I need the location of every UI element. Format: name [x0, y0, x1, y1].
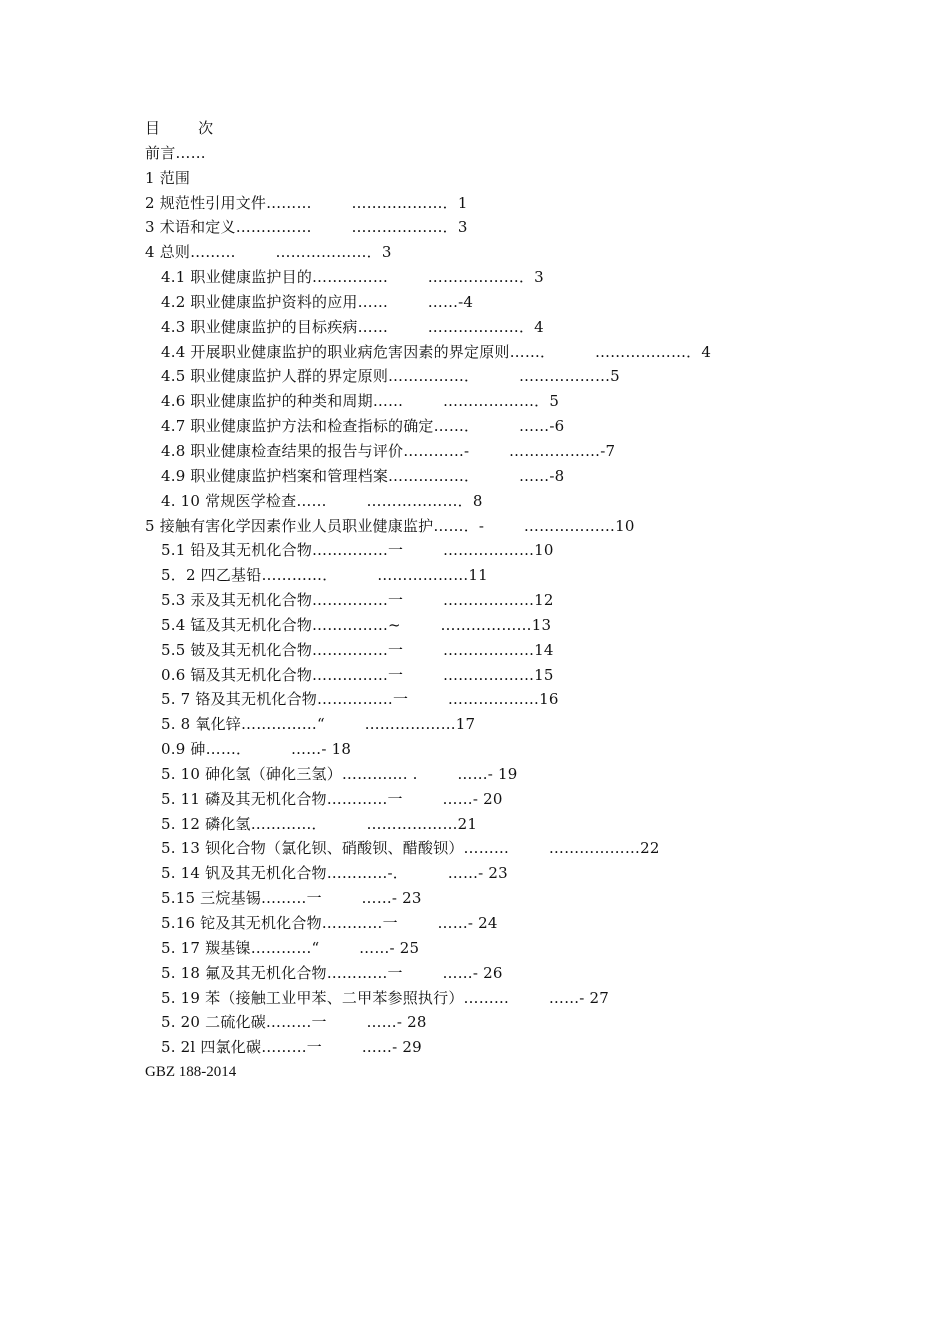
- toc-entry: 0.6 镉及其无机化合物……………一 ………………15: [161, 665, 554, 684]
- toc-entry: 5.15 三烷基锡………一 ……- 23: [161, 889, 422, 908]
- toc-entry: 5. 10 砷化氢（砷化三氢）…………. . ……- 19: [161, 764, 518, 783]
- toc-entry: 2 规范性引用文件……… ………………．1: [145, 193, 468, 212]
- toc-entry: 5.3 汞及其无机化合物……………一 ………………12: [161, 591, 554, 610]
- toc-entry: 5. 20 二硫化碳………一 ……- 28: [161, 1013, 427, 1032]
- toc-entry: 0.9 砷……． ……- 18: [161, 740, 352, 759]
- toc-entry: 4.7 职业健康监护方法和检查指标的确定……． ……-6: [161, 417, 565, 436]
- toc-title: 目 次: [145, 119, 214, 137]
- toc-entry: 5. 14 钒及其无机化合物…………-． ……- 23: [161, 864, 508, 883]
- toc-entry: 3 术语和定义…………… ………………．3: [145, 218, 468, 237]
- toc-entry: 4.2 职业健康监护资料的应用…… ……-4: [161, 292, 474, 311]
- toc-entry: 4.6 职业健康监护的种类和周期…… ………………．5: [161, 392, 560, 411]
- toc-entry: 5. 7 铬及其无机化合物……………一 ………………16: [161, 690, 559, 709]
- toc-entry: 4.4 开展职业健康监护的职业病危害因素的界定原则……． ………………．4: [161, 342, 712, 361]
- toc-entry: 5 接触有害化学因素作业人员职业健康监护……．- ………………10: [145, 516, 635, 535]
- toc-entry: 5．2 四乙基铅…………． ………………11: [161, 566, 488, 585]
- toc-entry: 5. 17 羰基镍…………“ ……- 25: [161, 938, 420, 957]
- toc-entry: 4.9 职业健康监护档案和管理档案……………． ……-8: [161, 466, 565, 485]
- toc-entry: 5.1 铅及其无机化合物……………一 ………………10: [161, 541, 554, 560]
- toc-entry: 5.16 铊及其无机化合物…………一 ……- 24: [161, 914, 498, 932]
- toc-entry: 前言……: [145, 143, 206, 162]
- toc-entry: 4.3 职业健康监护的目标疾病…… ………………．4: [161, 317, 544, 336]
- toc-entries: [145, 141, 905, 1060]
- toc-entry: 5. 2l 四氯化碳………一 ……- 29: [161, 1038, 422, 1057]
- toc-entry: 5. 18 氟及其无机化合物…………一 ……- 26: [161, 963, 503, 982]
- toc-entry: 5. 8 氧化锌……………“ ………………17: [161, 715, 476, 734]
- toc-entry: 5. 12 磷化氢…………． ………………21: [161, 814, 478, 833]
- toc-entry: 4.5 职业健康监护人群的界定原则……………． ………………5: [161, 367, 620, 386]
- toc-entry: 5.5 铍及其无机化合物……………一 ………………14: [161, 640, 554, 659]
- toc-entry: 4. 10 常规医学检查…… ………………．8: [161, 491, 483, 510]
- table-of-contents: [145, 116, 905, 1085]
- toc-entry: 4.1 职业健康监护目的…………… ………………．3: [161, 268, 544, 287]
- toc-entry: 4 总则……… ………………．3: [145, 243, 392, 262]
- toc-entry: 5.4 锰及其无机化合物……………~ ………………13: [161, 615, 552, 634]
- toc-entry: 5. 13 钡化合物（氯化钡、硝酸钡、醋酸钡）……… ………………22: [161, 839, 660, 858]
- toc-entry: 5. 11 磷及其无机化合物…………一 ……- 20: [161, 789, 503, 808]
- toc-entry: 4.8 职业健康检查结果的报告与评价…………- ………………-7: [161, 441, 616, 460]
- document-standard-code: GBZ 188-2014: [145, 1064, 237, 1081]
- toc-entry: 1 范围: [145, 168, 191, 187]
- toc-entry: 5. 19 苯（接触工业甲苯、二甲苯参照执行）……… ……- 27: [161, 988, 610, 1007]
